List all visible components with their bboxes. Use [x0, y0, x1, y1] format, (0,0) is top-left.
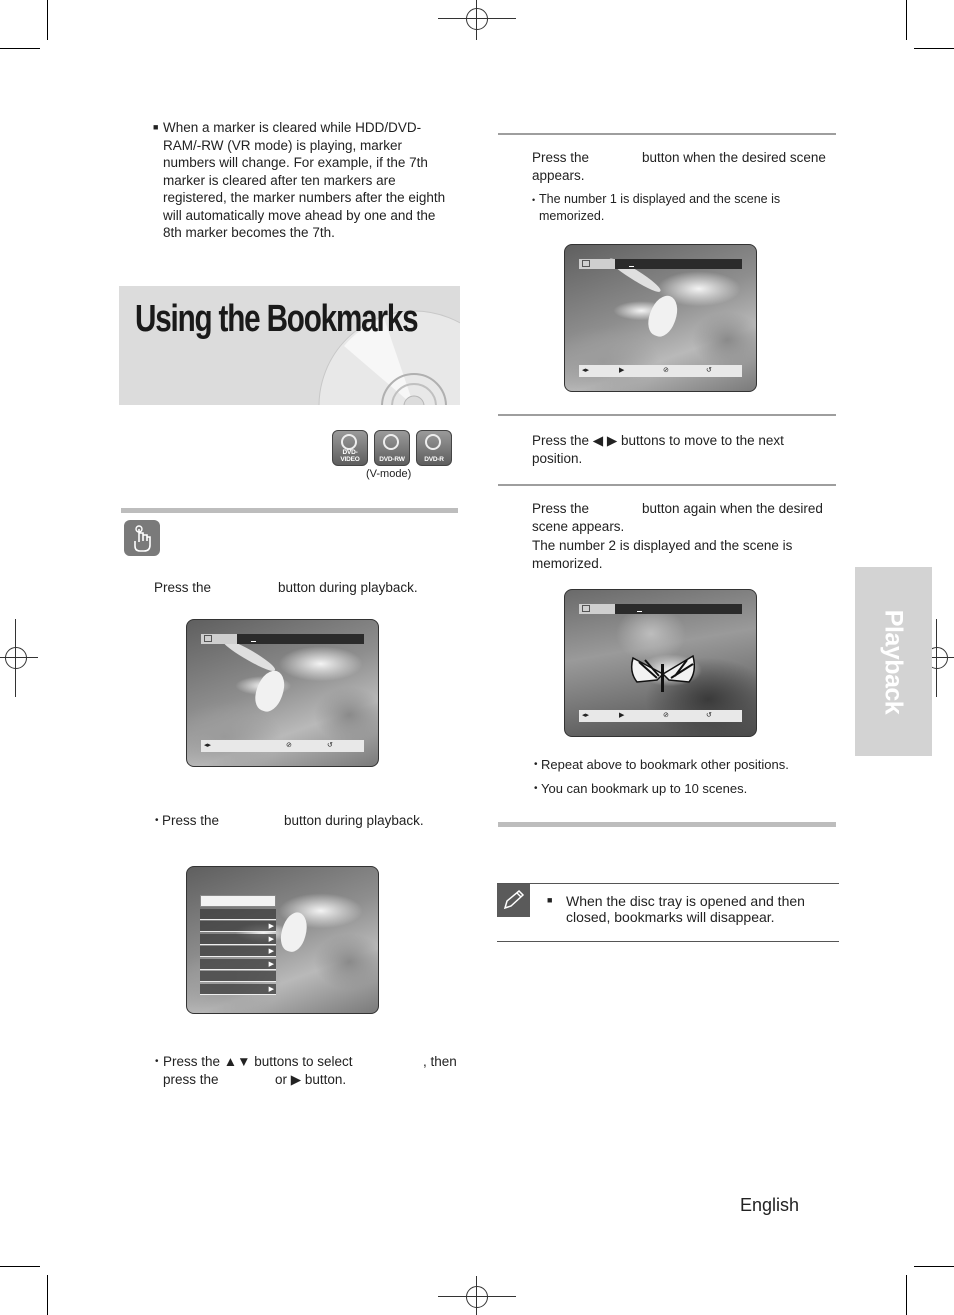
menu-row[interactable]: ▶ [200, 946, 276, 957]
title-banner [119, 286, 460, 405]
section-divider [498, 484, 836, 486]
osd-top-bar [201, 634, 364, 644]
crop-mark [906, 1275, 907, 1315]
dvd-video-label: DVD-VIDEO [340, 449, 360, 463]
dvd-rw-badge-icon [374, 430, 410, 466]
section-divider [121, 508, 458, 513]
section-divider [498, 414, 836, 416]
osd-top-bar [579, 604, 742, 614]
right-stepA-note-dot: • [532, 195, 536, 205]
crop-mark [47, 0, 48, 40]
note-text: When the disc tray is opened and then closed, bookmarks will disappear. [566, 893, 805, 925]
right-bullet-repeat: Repeat above to bookmark other positions. [541, 757, 789, 772]
osd-top-bar [579, 259, 742, 269]
screen-gulls-1 [186, 619, 379, 767]
menu-row[interactable] [200, 971, 276, 982]
dvd-r-label: DVD-R [424, 456, 444, 463]
crop-mark [914, 1266, 954, 1267]
menu-row[interactable] [200, 909, 276, 920]
right-stepA-b: button when the desired scene [642, 150, 826, 165]
menu-row[interactable]: ▶ [200, 934, 276, 945]
menu-row-selected[interactable] [200, 895, 276, 907]
left-bullet3-line1-b: , then [423, 1054, 457, 1069]
left-bullet2-text-b: button during playback. [284, 813, 424, 828]
dvd-video-badge-icon [332, 430, 368, 466]
right-stepA-note-2: memorized. [539, 209, 605, 223]
left-bullet2-text-a: Press the [162, 813, 220, 828]
left-bullet3-line2-b: or ▶ button. [275, 1072, 347, 1087]
left-bullet3-line1-a: Press the ▲▼ buttons to select [163, 1054, 353, 1069]
intro-note [153, 119, 453, 242]
note-bullet: ■ [547, 895, 553, 905]
osd-bottom-bar: ◂▸ ⊘ ↺ [201, 740, 364, 752]
right-stepA-a: Press the [532, 150, 590, 165]
left-bullet3-line2-a: press the [163, 1072, 219, 1087]
crop-mark [906, 0, 907, 40]
right-bullet-limit-dot: • [534, 783, 538, 794]
side-tab-label: Playback [879, 609, 908, 715]
left-bullet3-dot: • [155, 1056, 159, 1067]
right-stepA-c: appears. [532, 168, 585, 183]
side-tab [855, 567, 932, 756]
osd-bottom-bar: ◂▸ ▶ ⊘ ↺ [579, 365, 742, 377]
screen-gulls-menu [186, 866, 379, 1014]
section-divider [498, 822, 836, 827]
screen-gulls-2 [564, 244, 757, 392]
right-stepB-line1: Press the ◀ ▶ buttons to move to the next [532, 433, 784, 448]
right-stepA-note-1: The number 1 is displayed and the scene is [539, 192, 781, 206]
intro-note-bullet: ■ [153, 122, 159, 132]
right-stepC-c: scene appears. [532, 519, 625, 534]
menu-row[interactable]: ▶ [200, 921, 276, 932]
vmode-label: (V-mode) [366, 468, 412, 480]
osd-bottom-bar: ◂▸ ▶ ⊘ ↺ [579, 710, 742, 722]
left-step1-text-a: Press the [154, 580, 212, 595]
right-stepC-e: memorized. [532, 556, 603, 571]
right-bullet-repeat-dot: • [534, 759, 538, 770]
right-stepC-a: Press the [532, 501, 590, 516]
intro-note-text: When a marker is cleared while HDD/DVD-RAM/-RW (VR mode) is playing, marker numbers will change. For example, if the 7th marker is cleared after ten markers are registered, the marker numbers after the eighth will automatically move ahead by one and the 8th marker becomes the 7th. [163, 120, 446, 240]
crop-mark [0, 48, 40, 49]
footer-language: English [740, 1195, 800, 1215]
page-title: Using the Bookmarks [135, 298, 418, 340]
dvd-rw-label: DVD-RW [379, 456, 405, 463]
left-bullet2-dot: • [155, 815, 159, 826]
gull-shape [644, 292, 683, 340]
right-stepB-line2: position. [532, 451, 583, 466]
note-box [497, 883, 839, 942]
dvd-r-badge-icon [416, 430, 452, 466]
left-step1-text-b: button during playback. [278, 580, 418, 595]
pencil-note-icon [497, 884, 530, 917]
screen-butterfly [564, 589, 757, 737]
section-divider [498, 133, 836, 135]
crop-mark [0, 1266, 40, 1267]
right-bullet-limit: You can bookmark up to 10 scenes. [541, 781, 748, 796]
crop-mark [914, 48, 954, 49]
gull-shape [277, 910, 311, 955]
right-stepC-d: The number 2 is displayed and the scene is [532, 538, 793, 553]
butterfly-icon [627, 652, 699, 696]
gull-shape [251, 667, 290, 715]
right-stepC-b: button again when the desired [642, 501, 823, 516]
hand-press-icon [124, 520, 160, 556]
menu-row[interactable]: ▶ [200, 959, 276, 970]
crop-mark [47, 1275, 48, 1315]
disc-menu-list [200, 895, 276, 996]
menu-row[interactable]: ▶ [200, 984, 276, 995]
